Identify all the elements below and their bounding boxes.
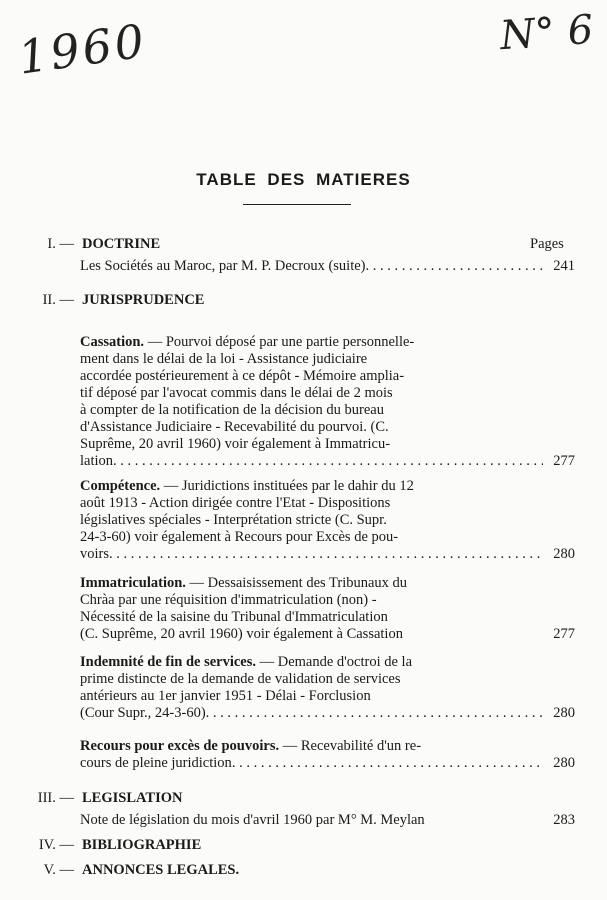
section-number: IV. —: [38, 837, 74, 853]
section-number: III. —: [37, 790, 74, 806]
toc-line: Note de législation du mois d'avril 1960 par M° M. Meylan 283: [80, 812, 575, 828]
section-number: I. —: [47, 236, 74, 252]
page-title: TABLE DES MATIERES: [196, 170, 411, 189]
section-number: II. —: [42, 292, 74, 308]
section-name: BIBLIOGRAPHIE: [82, 837, 202, 853]
section-number: V. —: [43, 862, 74, 878]
section-name: JURISPRUDENCE: [82, 292, 205, 308]
pages-header: Pages: [530, 236, 564, 252]
section-name: ANNONCES LEGALES.: [82, 862, 240, 878]
section-name: DOCTRINE: [82, 236, 161, 252]
toc-line: Les Sociétés au Maroc, par M. P. Decroux (suite) . . . 241: [80, 258, 575, 275]
section-name: LEGISLATION: [82, 790, 183, 806]
handwritten-issue-number: N° 6: [498, 6, 595, 60]
handwritten-year: 1960: [14, 13, 151, 85]
title-underline: [243, 204, 351, 205]
